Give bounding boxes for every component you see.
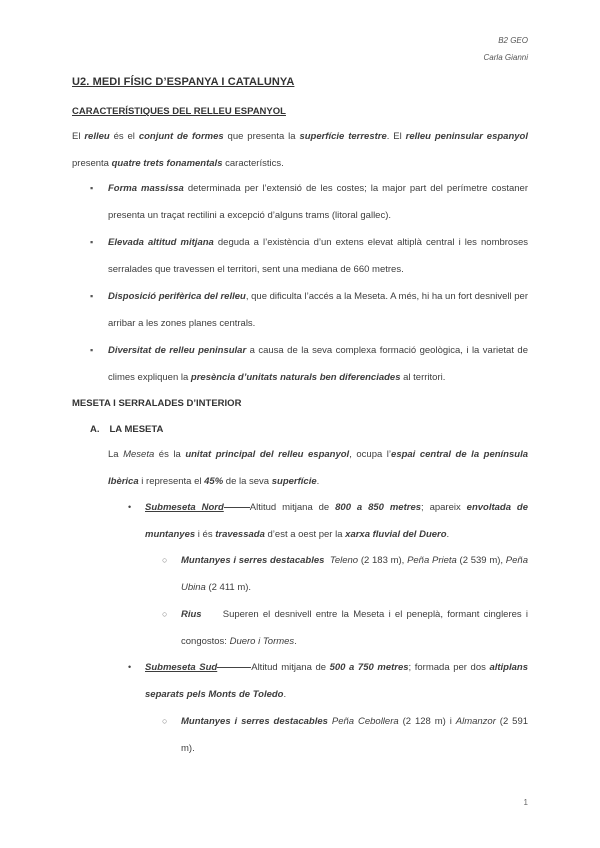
bullet-icon: ▪ [90, 183, 94, 193]
sub-bullet-icon: • [128, 502, 132, 512]
section-heading-meseta: MESETA I SERRALADES D’INTERIOR [72, 398, 242, 409]
subsection-heading-la-meseta: A. LA MESETA [90, 424, 164, 435]
list-item: Diversitat de relleu peninsular a causa de la seva complexa formació geològica, i la varietat de climes expliquen la presència d’unitats naturals ben diferenciades al territori. [108, 345, 528, 383]
bullet-icon: ▪ [90, 291, 94, 301]
page-title: U2. MEDI FÍSIC D’ESPANYA I CATALUNYA [72, 76, 295, 88]
sub-bullet-icon: • [128, 662, 132, 672]
list-item: Disposició perifèrica del relleu, que dificulta l’accés a la Meseta. A més, hi ha un fort desnivell per arribar a les zones planes centrals. [108, 291, 528, 329]
meseta-paragraph: La Meseta és la unitat principal del relleu espanyol, ocupa l’espai central de la península Ibèrica i representa el 45% de la seva superfície. [108, 449, 528, 487]
list-item: Elevada altitud mitjana deguda a l’existència d’un extens elevat altiplà central i les nombroses serralades que travessen el territori, sent una mediana de 660 metres. [108, 237, 528, 275]
list-item: Forma massissa determinada per l’extensió de les costes; la major part del perímetre costaner presenta un traçat rectilini a excepció d’alguns trams (litoral gallec). [108, 183, 528, 221]
bullet-icon: ▪ [90, 237, 94, 247]
list-item-submeseta-sud: Submeseta Sud Altitud mitjana de 500 a 750 metres; formada per dos altiplans separats pels Monts de Toledo. [145, 662, 528, 700]
circle-bullet-icon: ○ [162, 716, 168, 726]
list-item-submeseta-nord: Submeseta Nord Altitud mitjana de 800 a 850 metres; apareix envoltada de muntanyes i és travessada d’est a oest per la xarxa fluvial del Duero. [145, 502, 529, 540]
header-course: B2 GEO [498, 36, 528, 45]
circle-bullet-icon: ○ [162, 609, 168, 619]
intro-paragraph: El relleu és el conjunt de formes que presenta la superfície terrestre. El relleu peninsular espanyol presenta quatre trets fonamentals característics. [72, 131, 528, 169]
header-author: Carla Gianni [483, 53, 528, 62]
list-item: Muntanyes i serres destacables Teleno (2 183 m), Peña Prieta (2 539 m), Peña Ubina (2 411 m). [181, 555, 528, 593]
list-item: Rius Superen el desnivell entre la Meseta i el peneplà, formant cingleres i congostos: Duero i Tormes. [181, 609, 528, 647]
list-item: Muntanyes i serres destacables Peña Cebollera (2 128 m) i Almanzor (2 591 m). [181, 716, 529, 754]
bullet-icon: ▪ [90, 345, 94, 355]
page-number: 1 [523, 798, 528, 807]
section-heading-relleu: CARACTERÍSTIQUES DEL RELLEU ESPANYOL [72, 106, 286, 117]
circle-bullet-icon: ○ [162, 555, 168, 565]
